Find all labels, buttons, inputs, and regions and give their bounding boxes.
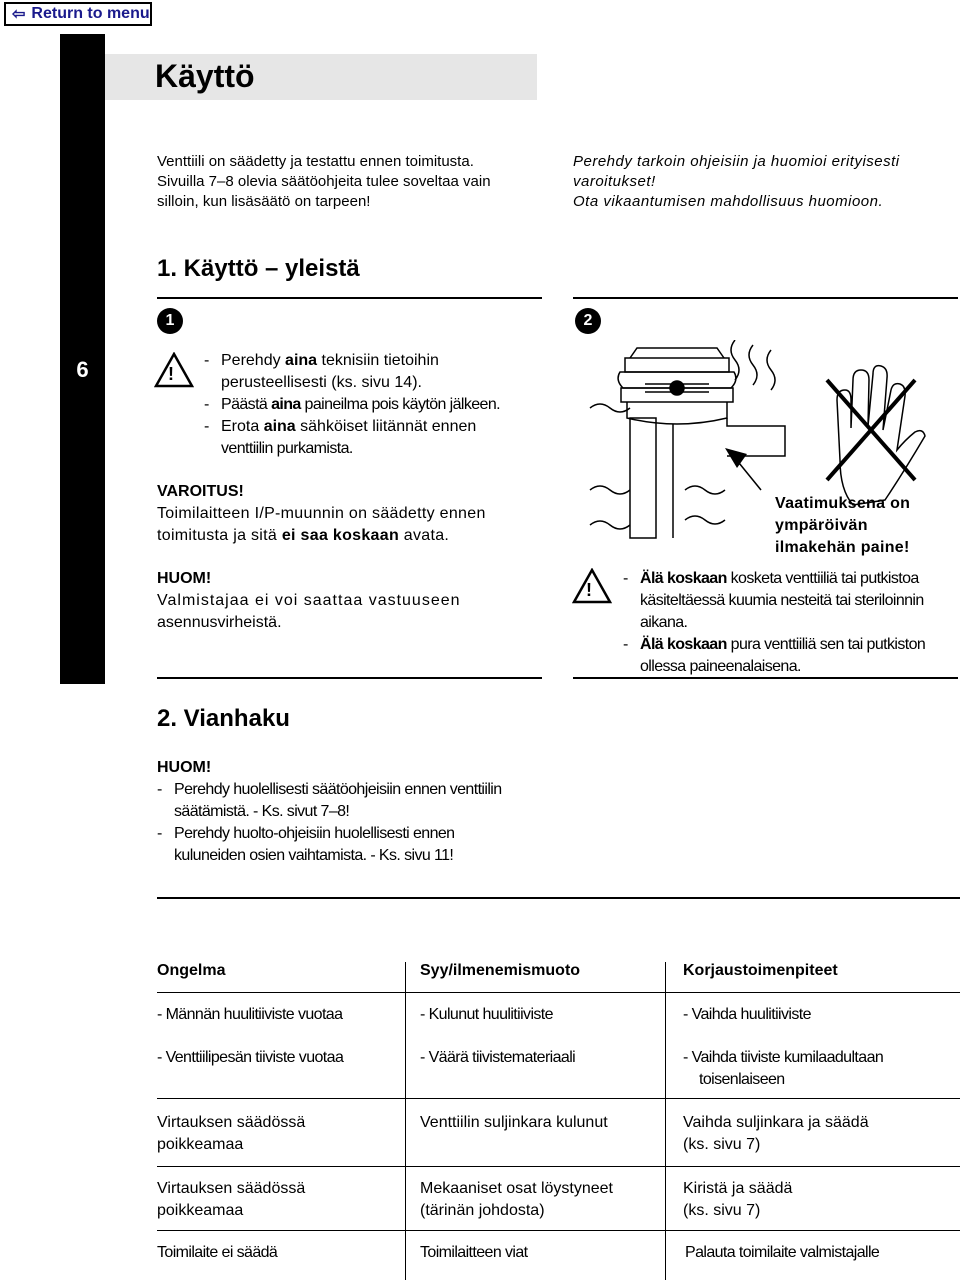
warn-bold: aina bbox=[271, 396, 301, 413]
right-warning-list bbox=[623, 568, 960, 678]
intro-right-line: Perehdy tarkoin ohjeisiin ja huomioi erityisesti bbox=[573, 153, 900, 170]
intro-right bbox=[573, 152, 958, 212]
cell-line: (ks. sivu 7) bbox=[683, 1202, 761, 1219]
table-cell bbox=[683, 1178, 792, 1222]
warn-cont: perusteellisesti (ks. sivu 14). bbox=[221, 374, 422, 391]
cell-line: toisenlaiseen bbox=[699, 1071, 785, 1088]
section1-heading: 1. Käyttö – yleistä bbox=[157, 255, 360, 282]
return-to-menu-button[interactable] bbox=[4, 2, 152, 26]
warning-triangle-icon bbox=[154, 352, 194, 388]
table-cell bbox=[420, 1178, 613, 1222]
warn-bold: Älä koskaan bbox=[640, 636, 727, 653]
table-cell: - Väärä tiivistemateriaali bbox=[420, 1049, 576, 1066]
list-item bbox=[623, 568, 960, 634]
section2-rule bbox=[157, 897, 960, 899]
badge-1: 1 bbox=[157, 308, 183, 334]
warning-mark: ! bbox=[168, 364, 174, 384]
item-line1: Perehdy huolellisesti säätöohjeisiin ennen venttiilin bbox=[174, 781, 502, 798]
dash: - bbox=[623, 570, 628, 587]
warn-post: paineilma pois käytön jälkeen. bbox=[300, 396, 500, 413]
table-cell bbox=[683, 1047, 883, 1091]
figure-caption-line: ilmakehän paine! bbox=[775, 539, 910, 556]
left-arrow-icon: ⇦ bbox=[12, 6, 26, 23]
section2-list bbox=[157, 779, 577, 867]
page-title: Käyttö bbox=[155, 58, 255, 94]
table-row-rule bbox=[157, 1098, 960, 1099]
huom-line1: Valmistajaa ei voi saattaa vastuuseen bbox=[157, 592, 461, 609]
dash: - bbox=[204, 418, 210, 435]
table-row-rule bbox=[157, 1230, 960, 1231]
intro-left bbox=[157, 152, 547, 212]
table-cell: Venttiilin suljinkara kulunut bbox=[420, 1114, 608, 1131]
table-cell: Toimilaitteen viat bbox=[420, 1244, 528, 1261]
warn-cont: käsiteltäessä kuumia nesteitä tai steriloinnin bbox=[640, 592, 924, 609]
section1-bottom-rule-right bbox=[573, 677, 958, 679]
figure-caption-line: Vaatimuksena on bbox=[775, 495, 911, 512]
intro-right-line: Ota vikaantumisen mahdollisuus huomioon. bbox=[573, 193, 884, 210]
list-item bbox=[204, 350, 544, 394]
table-header-ongelma: Ongelma bbox=[157, 962, 226, 979]
list-item bbox=[623, 634, 960, 678]
table-cell bbox=[157, 1178, 305, 1222]
huom-text bbox=[157, 590, 542, 634]
varoitus-line2-post: avata. bbox=[399, 527, 450, 544]
section2-heading: 2. Vianhaku bbox=[157, 705, 290, 732]
section2-huom-title: HUOM! bbox=[157, 759, 212, 776]
warn-pre: Päästä bbox=[221, 396, 272, 413]
dash: - bbox=[157, 825, 162, 842]
table-header-korjaus: Korjaustoimenpiteet bbox=[683, 962, 838, 979]
table-divider bbox=[665, 962, 666, 1280]
cell-line: (ks. sivu 7) bbox=[683, 1136, 761, 1153]
cell-line: Vaihda suljinkara ja säädä bbox=[683, 1114, 869, 1131]
cell-line: poikkeamaa bbox=[157, 1136, 244, 1153]
warn-pre: Perehdy bbox=[221, 352, 286, 369]
warn-pre: Erota bbox=[221, 418, 264, 435]
intro-left-line: Venttiili on säädetty ja testattu ennen toimitusta. bbox=[157, 153, 474, 170]
dash: - bbox=[623, 636, 628, 653]
table-cell: - Kulunut huulitiiviste bbox=[420, 1006, 553, 1023]
intro-left-line: silloin, kun lisäsäätö on tarpeen! bbox=[157, 193, 371, 210]
warn-post: teknisiin tietoihin bbox=[317, 352, 439, 369]
chapter-number: 6 bbox=[76, 357, 89, 382]
return-to-menu-label: Return to menu bbox=[31, 5, 150, 22]
warn-post: sähköiset liitännät ennen bbox=[295, 418, 477, 435]
varoitus-line1: Toimilaitteen I/P-muunnin on säädetty ennen bbox=[157, 505, 486, 522]
table-cell: - Vaihda huulitiiviste bbox=[683, 1006, 811, 1023]
figure-caption-line: ympäröivän bbox=[775, 517, 868, 534]
huom-title: HUOM! bbox=[157, 570, 212, 587]
table-header-rule bbox=[157, 992, 960, 993]
table-header-syy: Syy/ilmenemismuoto bbox=[420, 962, 581, 979]
warn-bold: aina bbox=[285, 352, 318, 369]
cell-line: Kiristä ja säädä bbox=[683, 1180, 793, 1197]
warning-triangle-icon bbox=[572, 568, 612, 604]
list-item bbox=[157, 823, 577, 867]
varoitus-line2-pre: toimitusta ja sitä bbox=[157, 527, 282, 544]
warning-list bbox=[204, 350, 544, 460]
table-cell: - Venttiilipesän tiiviste vuotaa bbox=[157, 1049, 344, 1066]
table-divider bbox=[405, 962, 406, 1280]
section1-rule-right bbox=[573, 297, 958, 299]
dash: - bbox=[157, 781, 162, 798]
table-cell: - Männän huulitiiviste vuotaa bbox=[157, 1006, 343, 1023]
section1-rule-left bbox=[157, 297, 542, 299]
table-cell bbox=[683, 1112, 869, 1156]
table-row-rule bbox=[157, 1166, 960, 1167]
table-cell bbox=[157, 1112, 305, 1156]
cell-line: (tärinän johdosta) bbox=[420, 1202, 545, 1219]
varoitus-text bbox=[157, 503, 542, 547]
cell-line: Mekaaniset osat löystyneet bbox=[420, 1180, 613, 1197]
warn-cont: venttiilin purkamista. bbox=[221, 440, 353, 457]
item-line2: säätämistä. - Ks. sivut 7–8! bbox=[174, 803, 350, 820]
item-line2: kuluneiden osien vaihtamista. - Ks. sivu 11! bbox=[174, 847, 454, 864]
varoitus-title: VAROITUS! bbox=[157, 483, 244, 500]
huom-line2: asennusvirheistä. bbox=[157, 614, 282, 631]
cell-line: poikkeamaa bbox=[157, 1202, 244, 1219]
intro-left-line: Sivuilla 7–8 olevia säätöohjeita tulee soveltaa vain bbox=[157, 173, 491, 190]
list-item bbox=[204, 416, 544, 460]
warn-bold: aina bbox=[263, 418, 296, 435]
warn-post: kosketa venttiiliä tai putkistoa bbox=[726, 570, 919, 587]
list-item bbox=[204, 394, 544, 416]
badge-2: 2 bbox=[575, 308, 601, 334]
warn-post: pura venttiiliä sen tai putkiston bbox=[726, 636, 926, 653]
intro-right-line: varoitukset! bbox=[573, 173, 656, 190]
dash: - bbox=[204, 396, 209, 413]
warn-cont: ollessa paineenalaisena. bbox=[640, 658, 801, 675]
warn-cont: aikana. bbox=[640, 614, 688, 631]
dash: - bbox=[204, 352, 210, 369]
cell-line: - Vaihda tiiviste kumilaadultaan bbox=[683, 1049, 884, 1066]
figure-caption bbox=[775, 493, 960, 559]
table-cell: Toimilaite ei säädä bbox=[157, 1244, 278, 1261]
warn-bold: Älä koskaan bbox=[640, 570, 727, 587]
cell-line: Virtauksen säädössä bbox=[157, 1114, 306, 1131]
varoitus-bold: ei saa koskaan bbox=[281, 527, 400, 544]
table-cell: Palauta toimilaite valmistajalle bbox=[685, 1244, 880, 1261]
section1-bottom-rule-left bbox=[157, 677, 542, 679]
list-item bbox=[157, 779, 577, 823]
item-line1: Perehdy huolto-ohjeisiin huolellisesti ennen bbox=[174, 825, 455, 842]
warning-mark: ! bbox=[586, 580, 592, 600]
cell-line: Virtauksen säädössä bbox=[157, 1180, 306, 1197]
